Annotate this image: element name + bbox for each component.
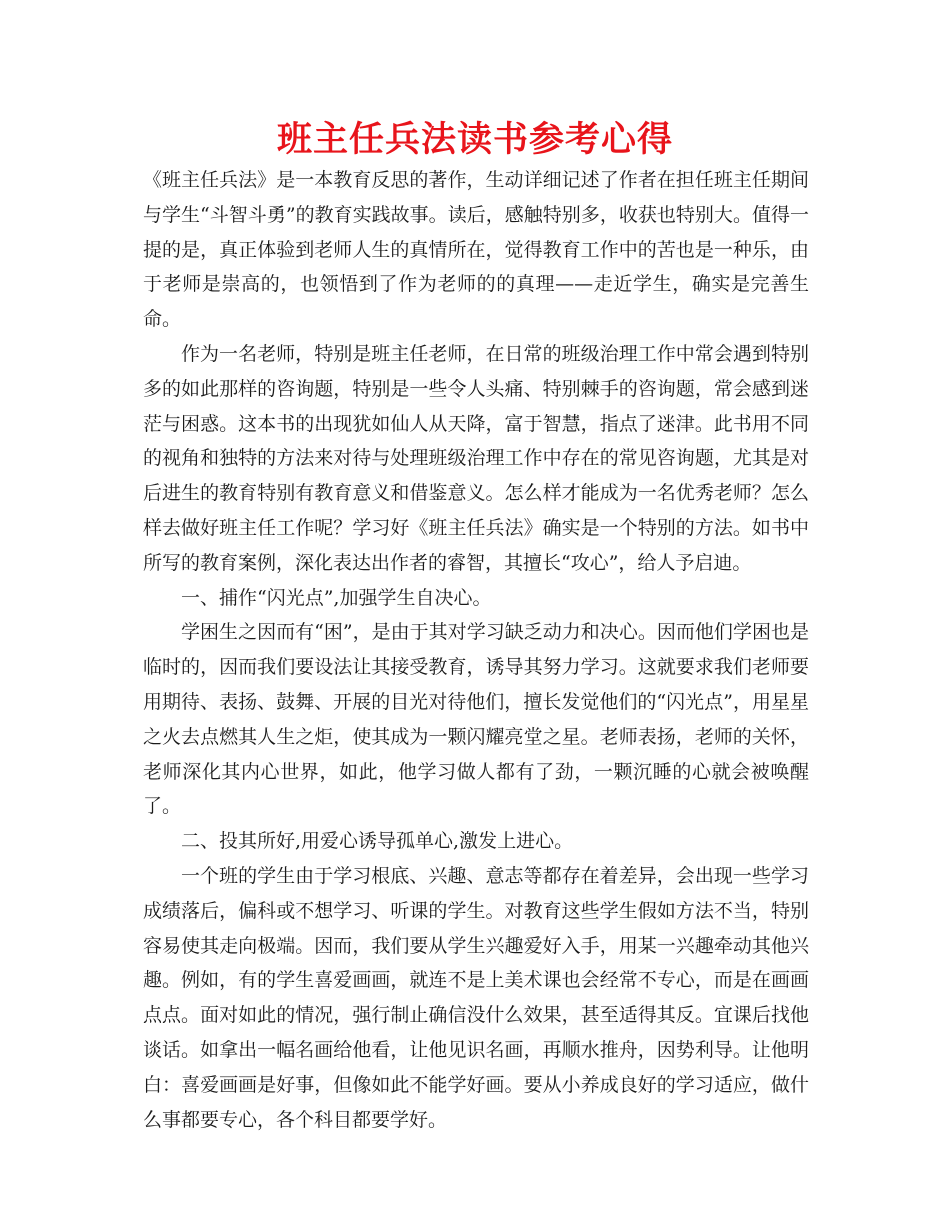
document-title: 班主任兵法读书参考心得 [276,120,673,160]
document-body [143,163,809,1137]
section-heading-two: 二、投其所好,用爱心诱导孤单心,激发上进心。 [181,830,574,853]
section-heading-one: 一、捕作“闪光点”,加强学生自决心。 [181,586,492,609]
paragraph-role: 作为一名老师，特别是班主任老师，在日常的班级治理工作中常会遇到特别多的如此那样的咨询题，特别是一些令人头痛、特别棘手的咨询题，常会感到迷茫与困惑。这本书的出现犹如仙人从天降，富于智慧，指点了迷津。此书用不同的视角和独特的方法来对待与处理班级治理工作中存在的常见咨询题，尤其是对后进生的教育特别有教育意义和借鉴意义。怎么样才能成为一名优秀老师？怎么样去做好班主任工作呢？学习好《班主任兵法》确实是一个特别的方法。如书中所写的教育案例，深化表达出作者的睿智，其擅长“攻心”，给人予启迪。 [143,342,809,574]
paragraph-intro: 《班主任兵法》是一本教育反思的著作，生动详细记述了作者在担任班主任期间与学生“斗智斗勇”的教育实践故事。读后，感触特别多，收获也特别大。值得一提的是，真正体验到老师人生的真情所在，觉得教育工作中的苦也是一种乐，由于老师是崇高的，也领悟到了作为老师的的真理——走近学生，确实是完善生命。 [143,169,809,331]
paragraph-section-one: 学困生之因而有“困”，是由于其对学习缺乏动力和决心。因而他们学困也是临时的，因而我们要设法让其接受教育，诱导其努力学习。这就要求我们老师要用期待、表扬、鼓舞、开展的目光对待他们，擅长发觉他们的“闪光点”，用星星之火去点燃其人生之炬，使其成为一颗闪耀亮堂之星。老师表扬，老师的关怀，老师深化其内心世界，如此，他学习做人都有了劲，一颗沉睡的心就会被唤醒了。 [143,621,809,818]
paragraph-section-two: 一个班的学生由于学习根底、兴趣、意志等都存在着差异，会出现一些学习成绩落后，偏科或不想学习、听课的学生。对教育这些学生假如方法不当，特别容易使其走向极端。因而，我们要从学生兴趣爱好入手，用某一兴趣牵动其他兴趣。例如，有的学生喜爱画画，就连不是上美术课也会经常不专心，而是在画画点点。面对如此的情况，强行制止确信没什么效果，甚至适得其反。宜课后找他谈话。如拿出一幅名画给他看，让他见识名画，再顺水推舟，因势利导。让他明白：喜爱画画是好事，但像如此不能学好画。要从小养成良好的学习适应，做什么事都要专心，各个科目都要学好。 [143,864,809,1131]
